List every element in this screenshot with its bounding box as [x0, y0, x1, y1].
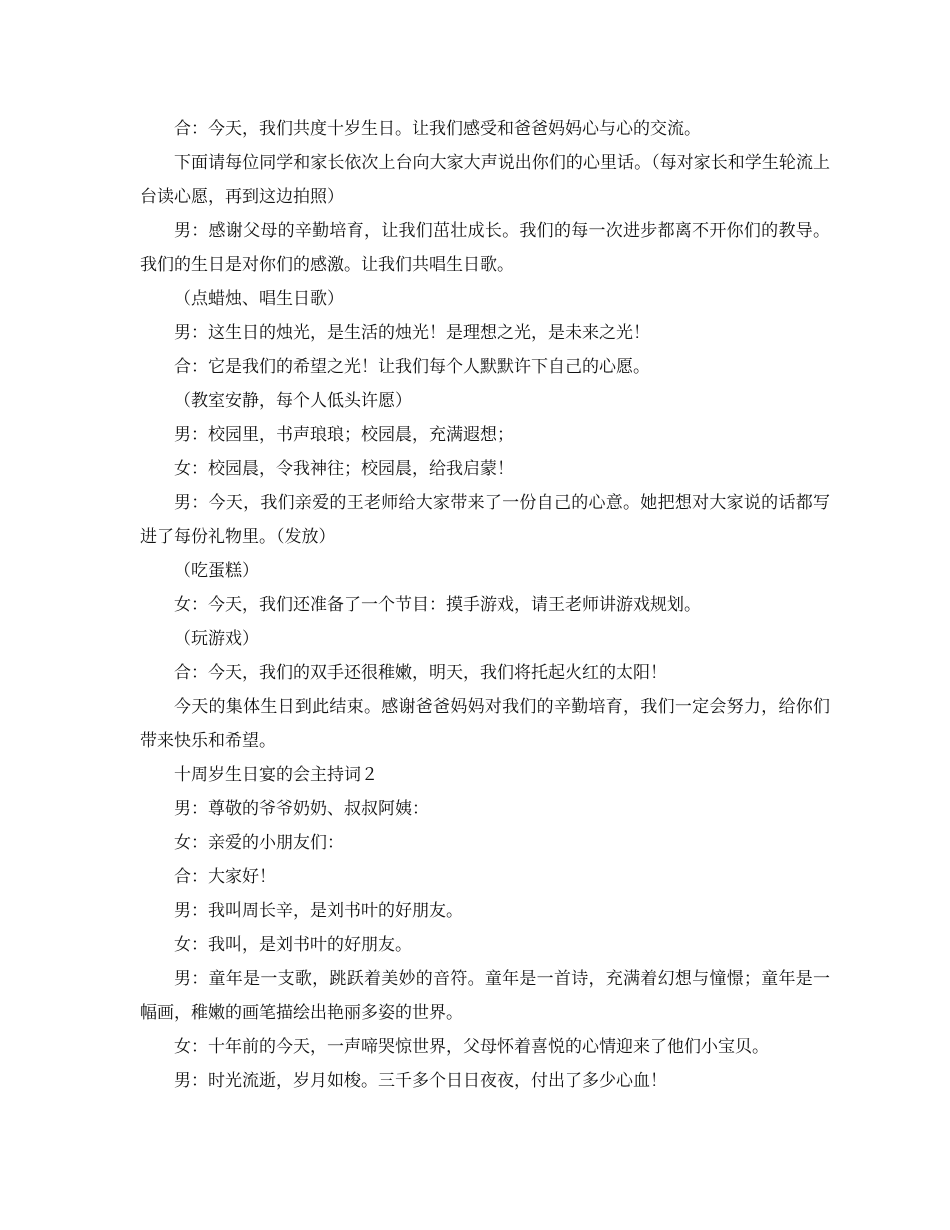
paragraph: 男：我叫周长辛，是刘书叶的好朋友。 [174, 901, 463, 921]
section-heading: 十周岁生日宴的会主持词２ [174, 765, 378, 785]
paragraph: （教室安静，每个人低头许愿） [174, 391, 412, 411]
paragraph: 合：大家好！ [174, 867, 276, 887]
paragraph: （吃蛋糕） [174, 561, 259, 581]
paragraph: 合：今天，我们共度十岁生日。让我们感受和爸爸妈妈心与心的交流。 [174, 119, 701, 139]
paragraph: 女：亲爱的小朋友们： [174, 833, 344, 853]
paragraph: 男：感谢父母的辛勤培育，让我们茁壮成长。我们的每一次进步都离不开你们的教导。我们的生日是对你们的感激。让我们共唱生日歌。 [140, 221, 830, 275]
paragraph: 男：童年是一支歌，跳跃着美妙的音符。童年是一首诗，充满着幻想与憧憬；童年是一幅画，稚嫩的画笔描绘出艳丽多姿的世界。 [140, 969, 830, 1023]
paragraph: 合：它是我们的希望之光！让我们每个人默默许下自己的心愿。 [174, 357, 650, 377]
paragraph: （玩游戏） [174, 629, 259, 649]
paragraph: 女：十年前的今天，一声啼哭惊世界，父母怀着喜悦的心情迎来了他们小宝贝。 [174, 1037, 769, 1057]
paragraph: 男：今天，我们亲爱的王老师给大家带来了一份自己的心意。她把想对大家说的话都写进了每份礼物里。（发放） [140, 493, 830, 547]
document-body [140, 112, 830, 1098]
paragraph: 男：校园里，书声琅琅；校园晨，充满遐想； [174, 425, 514, 445]
paragraph: 男：时光流逝，岁月如梭。三千多个日日夜夜，付出了多少心血！ [174, 1071, 667, 1091]
paragraph: 男：这生日的烛光，是生活的烛光！是理想之光，是未来之光！ [174, 323, 650, 343]
paragraph: 下面请每位同学和家长依次上台向大家大声说出你们的心里话。（每对家长和学生轮流上台读心愿，再到这边拍照） [140, 153, 830, 207]
paragraph: （点蜡烛、唱生日歌） [174, 289, 344, 309]
paragraph: 合：今天，我们的双手还很稚嫩，明天，我们将托起火红的太阳！ [174, 663, 667, 683]
paragraph: 男：尊敬的爷爷奶奶、叔叔阿姨： [174, 799, 429, 819]
paragraph: 今天的集体生日到此结束。感谢爸爸妈妈对我们的辛勤培育，我们一定会努力，给你们带来快乐和希望。 [140, 697, 830, 751]
paragraph: 女：我叫，是刘书叶的好朋友。 [174, 935, 412, 955]
paragraph: 女：校园晨，令我神往；校园晨，给我启蒙！ [174, 459, 514, 479]
paragraph: 女：今天，我们还准备了一个节目：摸手游戏，请王老师讲游戏规划。 [174, 595, 701, 615]
